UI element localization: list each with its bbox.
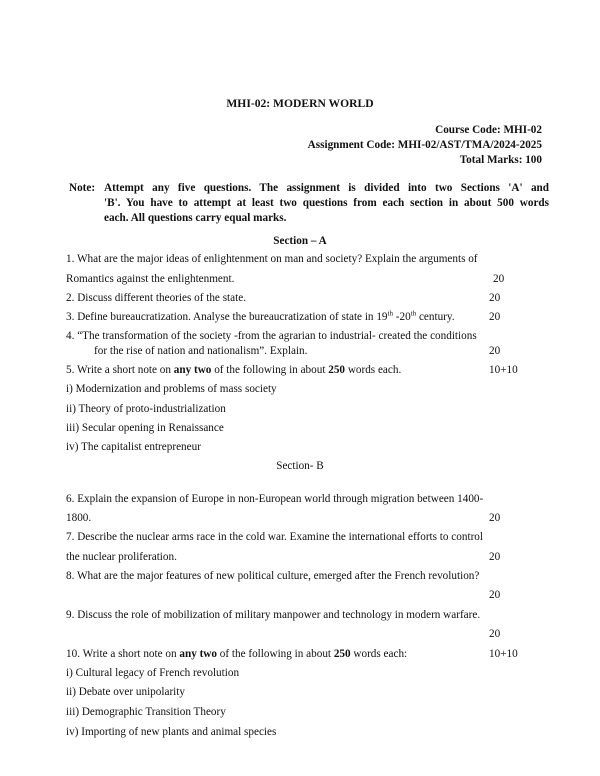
question-5-option: iii) Secular opening in Renaissance — [66, 422, 224, 434]
question-10-text: of the following in about — [216, 648, 334, 660]
question-3-text: -20 — [392, 311, 411, 323]
question-7-line-1: 7. Describe the nuclear arms race in the cold war. Examine the international efforts to control — [66, 531, 483, 543]
question-4-line-2: for the rise of nation and nationalism”. Explain. — [94, 345, 308, 357]
question-8: 8. What are the major features of new political culture, emerged after the French revolution? — [66, 570, 480, 582]
question-1-marks: 20 — [493, 273, 505, 285]
question-10 — [66, 648, 407, 660]
question-8-marks: 20 — [489, 589, 501, 601]
question-5-marks: 10+10 — [489, 364, 518, 376]
note-line: 'B'. You have to attempt at least two questions from each section in about 500 words — [104, 197, 549, 209]
question-4-marks: 20 — [489, 345, 501, 357]
question-10-marks: 10+10 — [489, 648, 518, 660]
section-b-heading: Section- B — [276, 460, 324, 472]
question-5-text: 5. Write a short note on — [66, 364, 174, 376]
question-5-emphasis: 250 — [328, 364, 346, 376]
note-line: Attempt any five questions. The assignment is divided into two Sections 'A' and — [104, 182, 549, 194]
note-line: each. All questions carry equal marks. — [104, 212, 287, 224]
question-3-text: 3. Define bureaucratization. Analyse the bureaucratization of state in 19 — [66, 311, 388, 323]
question-3 — [66, 311, 455, 323]
question-10-option: iii) Demographic Transition Theory — [66, 706, 226, 718]
question-5-text: of the following in about — [211, 364, 329, 376]
question-6-marks: 20 — [489, 512, 501, 524]
section-a-heading: Section – A — [273, 235, 327, 247]
question-4-line-1: 4. “The transformation of the society -from the agrarian to industrial- created the conditions — [66, 330, 477, 342]
question-5-option: ii) Theory of proto-industrialization — [66, 403, 226, 415]
question-6-line-2: 1800. — [66, 512, 92, 524]
note-label: Note: — [69, 182, 96, 194]
total-marks: Total Marks: 100 — [459, 154, 542, 166]
question-10-text: 10. Write a short note on — [66, 648, 180, 660]
question-5-emphasis: any two — [173, 364, 212, 376]
assignment-code: Assignment Code: MHI-02/AST/TMA/2024-2025 — [307, 139, 542, 151]
question-1-line-1: 1. What are the major ideas of enlightenment on man and society? Explain the arguments of — [66, 253, 478, 265]
question-7-line-2: the nuclear proliferation. — [66, 551, 177, 563]
course-code: Course Code: MHI-02 — [435, 124, 542, 136]
question-2: 2. Discuss different theories of the state. — [66, 292, 246, 304]
question-10-option: iv) Importing of new plants and animal species — [66, 726, 277, 738]
question-6-line-1: 6. Explain the expansion of Europe in non-European world through migration between 1400- — [66, 493, 484, 505]
question-5-text: words each. — [345, 364, 402, 376]
question-10-option: i) Cultural legacy of French revolution — [66, 667, 240, 679]
question-1-line-2: Romantics against the enlightenment. — [66, 273, 235, 285]
question-3-text: century. — [416, 311, 455, 323]
question-5-option: i) Modernization and problems of mass society — [66, 383, 277, 395]
question-7-marks: 20 — [489, 551, 501, 563]
question-3-marks: 20 — [489, 311, 501, 323]
question-5-option: iv) The capitalist entrepreneur — [66, 441, 201, 453]
question-10-text: words each: — [350, 648, 408, 660]
question-10-emphasis: 250 — [333, 648, 351, 660]
superscript: th — [410, 309, 417, 318]
question-5 — [66, 364, 401, 376]
note-body — [104, 181, 549, 226]
page-title: MHI-02: MODERN WORLD — [226, 97, 374, 110]
superscript: th — [387, 309, 393, 318]
question-2-marks: 20 — [489, 292, 501, 304]
question-10-option: ii) Debate over unipolarity — [66, 686, 185, 698]
question-10-emphasis: any two — [179, 648, 217, 660]
question-9-marks: 20 — [489, 628, 501, 640]
question-9: 9. Discuss the role of mobilization of military manpower and technology in modern warfare. — [66, 609, 481, 621]
